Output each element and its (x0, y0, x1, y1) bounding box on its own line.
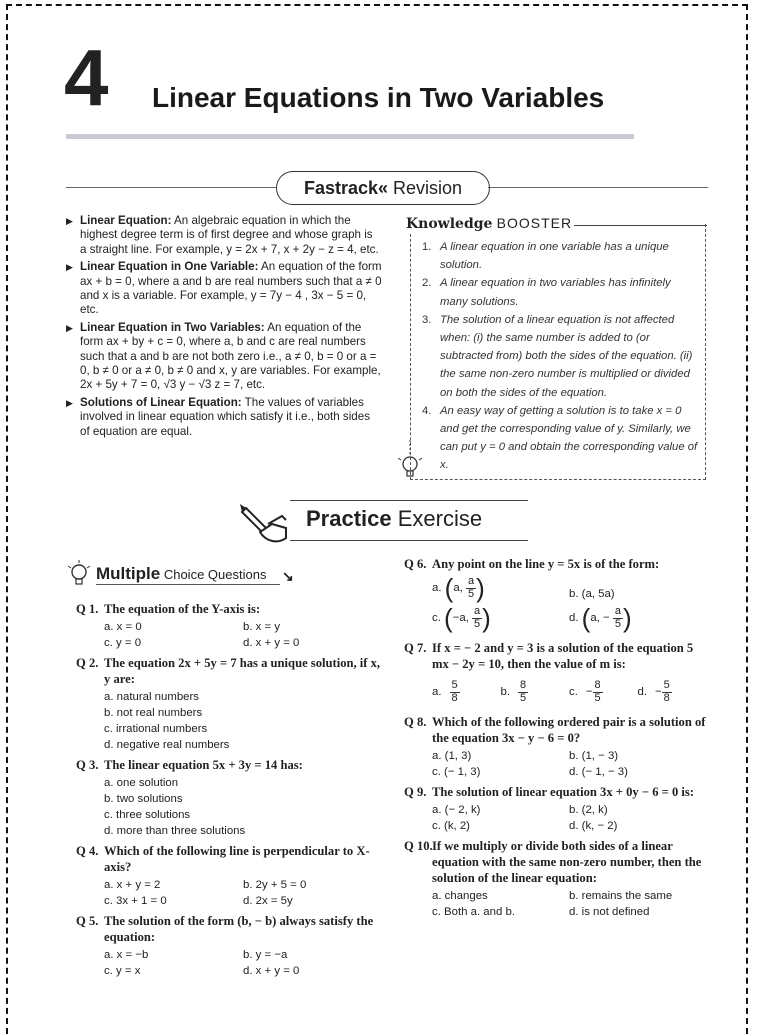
question-text: The solution of linear equation 3x + 0y − 6 = 0 is: (432, 785, 695, 800)
revision-item (66, 321, 382, 393)
option-b[interactable]: b. (2, k) (569, 804, 608, 817)
option-pre: −a, (452, 612, 469, 625)
practice-bold: Practice (306, 506, 392, 531)
denominator: 5 (474, 617, 481, 630)
bullet-arrow-icon: ▶ (66, 322, 73, 333)
question-number: Q 8. (404, 715, 427, 730)
question-number: Q 6. (404, 557, 427, 571)
fastrack-revision-heading (276, 171, 490, 205)
hand-pencil-icon (238, 498, 290, 548)
numerator: a (474, 605, 481, 617)
question-number: Q 7. (404, 641, 427, 656)
revision-column (66, 214, 382, 442)
practice-rest: Exercise (391, 506, 483, 531)
question-text: Any point on the line y = 5x is of the form: (432, 557, 660, 571)
booster-item (422, 311, 700, 402)
option-group (76, 689, 382, 753)
option-group (404, 888, 706, 920)
question-8 (404, 714, 706, 746)
idea-bulb-icon (66, 560, 92, 588)
arrow-down-right-icon: ↘ (282, 568, 294, 584)
option-d[interactable]: d. is not defined (569, 906, 650, 919)
question-text: Which of the following ordered pair is a solution of the equation 3x − y − 6 = 0? (432, 715, 706, 746)
option-c[interactable]: c. three solutions (104, 809, 191, 821)
revision-item (66, 396, 382, 439)
option-a[interactable]: a. x + y = 2 (104, 879, 161, 891)
denominator: 5 (520, 691, 527, 704)
question-number: Q 1. (76, 602, 99, 616)
fraction (472, 606, 482, 630)
option-c[interactable]: c. irrational numbers (104, 723, 208, 735)
option-d[interactable]: d. 2x = 5y (243, 895, 293, 907)
option-sign: − (585, 686, 593, 699)
option-group (404, 748, 706, 780)
option-a[interactable]: a. changes (432, 890, 488, 903)
kb-title-b: BOOSTER (496, 215, 573, 231)
question-text: If x = − 2 and y = 3 is a solution of the equation 5 mx − 2y = 10, then the value of m is: (432, 641, 694, 672)
fraction (662, 680, 672, 704)
paren-right: ) (622, 603, 632, 634)
revision-term: Solutions of Linear Equation: (80, 395, 242, 409)
revision-term: Linear Equation: (80, 214, 172, 227)
left-question-column (76, 601, 382, 983)
question-7 (404, 640, 706, 672)
option-c[interactable]: c. (− 1, 3) (432, 766, 481, 779)
booster-item (422, 402, 700, 475)
question-2 (76, 655, 382, 687)
question-text: The equation of the Y-axis is: (104, 602, 261, 616)
option-d[interactable]: d. x + y = 0 (243, 965, 300, 977)
question-number: Q 10. (404, 839, 433, 854)
option-b[interactable]: b. y = −a (243, 949, 288, 961)
question-text: The equation 2x + 5y = 7 has a unique solution, if x, y are: (104, 656, 381, 686)
revision-term: Linear Equation in Two Variables: (80, 320, 265, 334)
numerator: a (614, 605, 621, 617)
option-group (76, 877, 382, 909)
option-c[interactable]: c. y = 0 (104, 637, 142, 649)
paren-right: ) (482, 603, 491, 634)
option-d[interactable]: d. (k, − 2) (569, 820, 618, 833)
option-a[interactable]: a. (1, 3) (432, 750, 472, 763)
option-group (404, 802, 706, 834)
mcq-rule (96, 584, 280, 585)
kb-title-rule (574, 225, 707, 226)
question-10 (404, 838, 706, 886)
paren-right: ) (476, 573, 485, 604)
option-a[interactable]: a. x = −b (104, 949, 149, 961)
option-c[interactable] (569, 680, 638, 704)
booster-number: 2. (422, 277, 432, 290)
booster-text: The solution of a linear equation is not affected when: (i) the same number is added to (or subtracted from) both the sides of the equation. (ii) the same non-zero number is multiplied or divided on both the sides of the equation. (440, 313, 693, 399)
question-4 (76, 843, 382, 875)
practice-rule-bottom (290, 540, 528, 541)
booster-number: 3. (422, 313, 432, 326)
fraction (613, 606, 623, 630)
option-b[interactable]: b. two solutions (104, 793, 183, 805)
practice-rule-top (290, 500, 528, 501)
booster-item (422, 274, 700, 310)
booster-text: A linear equation in two variables has infinitely many solutions. (440, 277, 671, 308)
option-c[interactable]: c. y = x (104, 965, 141, 977)
booster-item (422, 238, 700, 274)
mcq-bold: Multiple (96, 564, 161, 583)
option-label: a. (432, 686, 442, 699)
fastrack-rule-right (488, 187, 708, 188)
question-1 (76, 601, 382, 617)
option-sign: − (655, 686, 662, 699)
question-number: Q 3. (76, 758, 99, 772)
question-text: The linear equation 5x + 3y = 14 has: (104, 758, 303, 772)
option-b[interactable]: b. (a, 5a) (569, 588, 615, 600)
numerator: a (468, 575, 475, 587)
numerator: 8 (520, 679, 527, 692)
question-text: The solution of the form (b, − b) always satisfy the equation: (104, 914, 374, 944)
fraction (450, 680, 460, 704)
option-group (76, 947, 382, 979)
question-text: If we multiply or divide both sides of a linear equation with the same non-zero number, then the solution of the linear equation: (432, 839, 702, 886)
denominator: 8 (451, 691, 458, 704)
option-label: c. (432, 612, 441, 625)
bullet-arrow-icon: ▶ (66, 262, 73, 273)
booster-text: An easy way of getting a solution is to take x = 0 and get the corresponding value of y. Similarly, we can put y = 0 and obtain the corresponding value of x. (440, 404, 698, 472)
option-pre: a, − (590, 612, 610, 625)
mcq-rest: Choice Questions (160, 567, 267, 582)
fraction (593, 680, 603, 704)
option-a[interactable]: a. natural numbers (104, 691, 199, 703)
option-b[interactable]: b. 2y + 5 = 0 (243, 879, 307, 891)
option-b[interactable] (501, 680, 570, 704)
numerator: 8 (594, 679, 601, 692)
revision-item (66, 214, 382, 257)
question-number: Q 9. (404, 785, 427, 800)
question-number: Q 5. (76, 914, 99, 928)
fastrack-bold: Fastrack« (303, 178, 389, 198)
fraction (466, 576, 476, 600)
option-d[interactable]: d. (− 1, − 3) (569, 766, 628, 779)
q7-options (404, 680, 706, 704)
bullet-arrow-icon: ▶ (66, 216, 73, 226)
question-number: Q 2. (76, 656, 99, 670)
numerator: 5 (663, 679, 670, 692)
paren-left: ( (581, 603, 591, 634)
option-label: d. (637, 686, 647, 699)
question-9 (404, 784, 706, 800)
option-d[interactable]: d. negative real numbers (104, 739, 230, 751)
option-d[interactable] (638, 680, 707, 704)
chapter-title: Linear Equations in Two Variables (152, 82, 605, 113)
question-text: Which of the following line is perpendicular to X-axis? (104, 844, 370, 874)
denominator: 5 (594, 691, 601, 704)
question-5 (76, 913, 382, 945)
chapter-number: 4 (64, 33, 109, 122)
option-pre: a, (453, 582, 463, 595)
option-label: b. (500, 686, 510, 699)
option-b[interactable]: b. x = y (243, 621, 281, 633)
question-number: Q 4. (76, 844, 99, 858)
option-d[interactable]: d. x + y = 0 (243, 637, 300, 649)
lightbulb-icon (398, 440, 422, 480)
booster-text: A linear equation in one variable has a unique solution. (440, 241, 669, 272)
fraction (518, 680, 528, 704)
denominator: 5 (614, 617, 621, 630)
revision-item (66, 260, 382, 318)
booster-number: 1. (422, 241, 432, 253)
fastrack-rest: Revision (388, 178, 463, 198)
paren-left: ( (444, 573, 454, 604)
knowledge-booster-list (422, 238, 700, 475)
option-c[interactable] (432, 603, 569, 634)
option-a[interactable]: a. (− 2, k) (432, 804, 481, 817)
q6-options (404, 573, 706, 634)
revision-term: Linear Equation in One Variable: (80, 260, 259, 274)
title-rule (66, 134, 634, 139)
option-b[interactable]: b. remains the same (569, 890, 673, 903)
practice-exercise-title (306, 506, 482, 532)
option-label: c. (569, 686, 578, 699)
question-6 (404, 556, 706, 572)
option-b[interactable]: b. not real numbers (104, 707, 203, 719)
kb-title-a: Knowledge (406, 216, 493, 232)
fastrack-rule-left (66, 187, 276, 188)
option-group (76, 775, 382, 839)
option-c[interactable]: c. 3x + 1 = 0 (104, 895, 167, 907)
option-label: a. (432, 582, 442, 595)
right-question-column (404, 556, 706, 924)
option-a[interactable]: a. x = 0 (104, 621, 142, 633)
mcq-heading (96, 564, 266, 584)
option-a[interactable] (432, 573, 569, 604)
option-label: d. (569, 612, 579, 625)
question-3 (76, 757, 382, 773)
numerator: 5 (451, 679, 458, 692)
option-d[interactable] (569, 603, 706, 634)
option-group (76, 619, 382, 651)
option-a[interactable]: a. one solution (104, 777, 179, 789)
revision-definition: The values of variables involved in linear equation which satisfy it i.e., both sides of equation are equal. (80, 395, 371, 438)
revision-definition: An equation of the form ax + by + c = 0, where a, b and c are real numbers such that a and b are not both zero i.e., a ≠ 0, b = 0 or a = 0, b ≠ 0 or a ≠ 0, b ≠ 0 and x, y are variables. For example, 2x + 5y + 7 = 0, √3 y − √3 z = 7, etc. (80, 320, 381, 392)
revision-definition: An algebraic equation in which the highest degree term is of first degree and whose graph is a straight line. For example, y = 2x + 7, x + 2y − z = 4, etc. (80, 214, 379, 256)
bullet-arrow-icon: ▶ (66, 397, 73, 408)
option-c[interactable]: c. Both a. and b. (432, 906, 515, 919)
denominator: 5 (468, 587, 475, 600)
option-d[interactable]: d. more than three solutions (104, 825, 246, 837)
knowledge-booster-title (406, 215, 576, 232)
option-a[interactable] (432, 680, 501, 704)
paren-left: ( (444, 603, 453, 634)
option-c[interactable]: c. (k, 2) (432, 820, 470, 833)
option-b[interactable]: b. (1, − 3) (569, 750, 619, 763)
booster-number: 4. (422, 404, 432, 417)
revision-definition: An equation of the form ax + b = 0, where a and b are real numbers such that a ≠ 0 and x is a variable. For example, y = 7y − 4 , 3x − 5 = 0, etc. (80, 260, 382, 317)
denominator: 8 (663, 691, 670, 704)
